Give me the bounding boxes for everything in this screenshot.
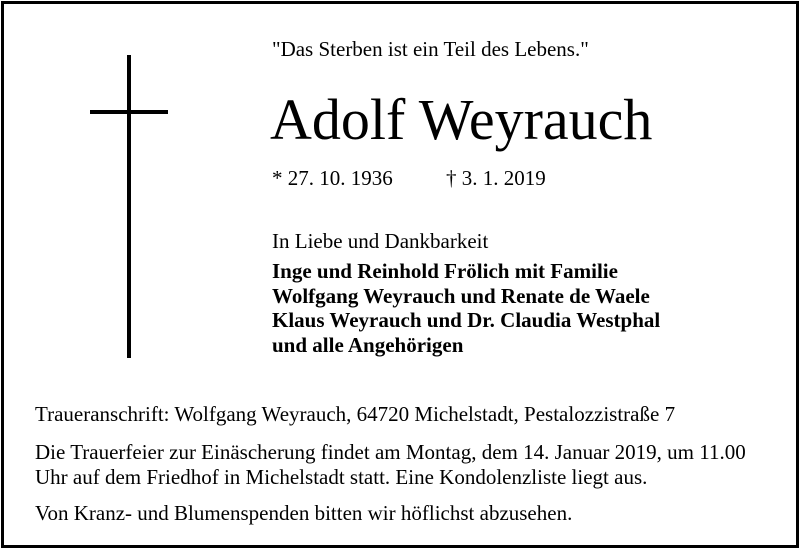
ceremony-notice: Die Trauerfeier zur Einäscherung findet am Montag, dem 14. Januar 2019, um 11.00 Uhr auf dem Friedhof in Michelstadt statt. Eine Kondolenzliste liegt aus.: [35, 440, 746, 489]
mourning-address: Traueranschrift: Wolfgang Weyrauch, 64720 Michelstadt, Pestalozzistraße 7: [35, 402, 676, 426]
dedication: In Liebe und Dankbarkeit: [272, 229, 489, 253]
mourner-line: Klaus Weyrauch und Dr. Claudia Westphal: [272, 308, 661, 332]
obituary-frame: [1, 1, 799, 548]
cross-icon-crossbar: [90, 110, 168, 114]
flowers-notice: Von Kranz- und Blumenspenden bitten wir höflichst abzusehen.: [35, 501, 573, 525]
deceased-name: Adolf Weyrauch: [270, 87, 653, 152]
life-dates: [272, 164, 546, 192]
mourner-line: und alle Angehörigen: [272, 332, 464, 357]
mourner-line: Wolfgang Weyrauch und Renate de Waele: [272, 283, 650, 308]
cross-icon: [127, 55, 131, 358]
death-date: † 3. 1. 2019: [446, 166, 546, 190]
quote: "Das Sterben ist ein Teil des Lebens.": [272, 37, 589, 61]
mourner-line: Inge und Reinhold Frölich mit Familie: [272, 259, 618, 283]
mourners-list: [272, 259, 660, 357]
birth-date: * 27. 10. 1936: [272, 166, 393, 190]
